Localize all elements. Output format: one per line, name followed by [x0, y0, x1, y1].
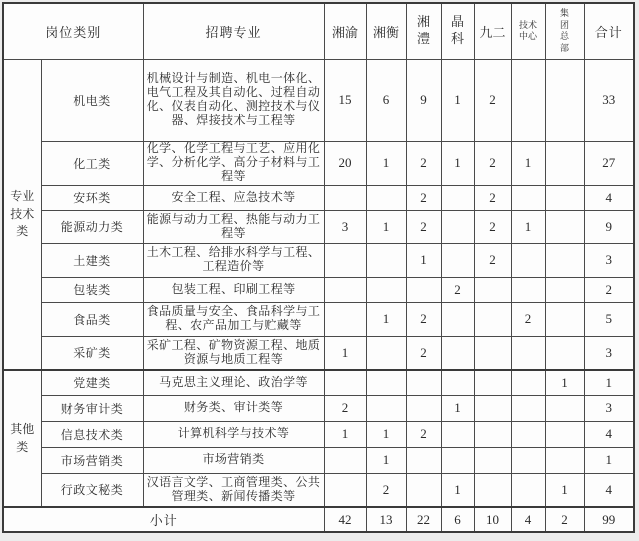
count-cell — [441, 243, 474, 277]
group-cell-professional-technical — [3, 59, 41, 370]
count-cell: 1 — [324, 421, 366, 447]
group-label: 其他类 — [10, 422, 35, 454]
count-cell: 1 — [441, 59, 474, 141]
count-cell — [441, 447, 474, 473]
majors-cell: 包装工程、印刷工程等 — [143, 277, 324, 302]
count-cell — [441, 421, 474, 447]
count-cell — [366, 243, 406, 277]
category-cell: 采矿类 — [41, 336, 143, 370]
header-group-hq-label: 集团总部 — [560, 7, 570, 53]
count-cell — [366, 185, 406, 210]
subtotal-count-cell: 10 — [474, 507, 511, 532]
majors-cell: 财务类、审计类等 — [143, 395, 324, 421]
subtotal-count-cell: 2 — [545, 507, 584, 532]
count-cell — [545, 59, 584, 141]
subtotal-count-cell: 42 — [324, 507, 366, 532]
table-row — [3, 370, 634, 395]
count-cell: 2 — [474, 59, 511, 141]
category-cell: 市场营销类 — [41, 447, 143, 473]
count-cell: 1 — [441, 395, 474, 421]
count-cell: 2 — [474, 210, 511, 243]
count-cell — [324, 370, 366, 395]
table-row — [3, 336, 634, 370]
count-cell: 2 — [406, 185, 441, 210]
count-cell — [474, 302, 511, 336]
count-cell — [545, 243, 584, 277]
count-cell — [441, 185, 474, 210]
total-cell: 4 — [584, 185, 634, 210]
count-cell — [511, 395, 545, 421]
total-cell: 2 — [584, 277, 634, 302]
count-cell — [545, 336, 584, 370]
count-cell — [406, 473, 441, 507]
count-cell: 2 — [441, 277, 474, 302]
category-cell: 食品类 — [41, 302, 143, 336]
group-cell-other — [3, 370, 41, 507]
majors-cell: 土木工程、给排水科学与工程、工程造价等 — [143, 243, 324, 277]
count-cell: 2 — [511, 302, 545, 336]
majors-cell: 化学、化学工程与工艺、应用化学、分析化学、高分子材料与工程等 — [143, 141, 324, 185]
subtotal-label-cell: 小计 — [3, 507, 324, 532]
majors-cell: 能源与动力工程、热能与动力工程等 — [143, 210, 324, 243]
category-cell: 包装类 — [41, 277, 143, 302]
count-cell — [511, 473, 545, 507]
count-cell: 1 — [366, 447, 406, 473]
subtotal-row — [3, 507, 634, 532]
table-row — [3, 473, 634, 507]
count-cell: 6 — [366, 59, 406, 141]
table-row — [3, 421, 634, 447]
total-cell: 33 — [584, 59, 634, 141]
total-cell: 3 — [584, 243, 634, 277]
count-cell — [511, 185, 545, 210]
subtotal-count-cell: 4 — [511, 507, 545, 532]
majors-cell: 计算机科学与技术等 — [143, 421, 324, 447]
count-cell — [324, 302, 366, 336]
header-plant-xiangyu: 湘渝 — [324, 3, 366, 59]
category-cell: 党建类 — [41, 370, 143, 395]
count-cell — [324, 473, 366, 507]
count-cell — [474, 395, 511, 421]
count-cell — [511, 336, 545, 370]
header-position-category: 岗位类别 — [3, 3, 143, 59]
header-plant-jiuer: 九二 — [474, 3, 511, 59]
count-cell: 1 — [545, 473, 584, 507]
table-row — [3, 185, 634, 210]
majors-cell: 市场营销类 — [143, 447, 324, 473]
header-plant-jingke-label: 晶科 — [451, 14, 465, 47]
total-cell: 3 — [584, 336, 634, 370]
subtotal-count-cell: 6 — [441, 507, 474, 532]
count-cell — [511, 59, 545, 141]
total-cell: 1 — [584, 370, 634, 395]
count-cell: 1 — [511, 210, 545, 243]
count-cell: 2 — [406, 421, 441, 447]
count-cell: 1 — [324, 336, 366, 370]
header-row — [3, 3, 634, 59]
category-cell: 土建类 — [41, 243, 143, 277]
majors-cell: 采矿工程、矿物资源工程、地质资源与地质工程等 — [143, 336, 324, 370]
count-cell — [545, 395, 584, 421]
category-cell: 行政文秘类 — [41, 473, 143, 507]
count-cell — [545, 421, 584, 447]
count-cell — [474, 473, 511, 507]
count-cell — [511, 421, 545, 447]
count-cell — [406, 395, 441, 421]
count-cell: 2 — [406, 141, 441, 185]
recruitment-positions-table — [2, 2, 635, 533]
count-cell — [324, 277, 366, 302]
table-row — [3, 141, 634, 185]
header-plant-xiangheng: 湘衡 — [366, 3, 406, 59]
count-cell — [406, 370, 441, 395]
count-cell — [511, 370, 545, 395]
count-cell — [474, 277, 511, 302]
total-cell: 4 — [584, 421, 634, 447]
count-cell — [406, 447, 441, 473]
count-cell — [324, 243, 366, 277]
majors-cell: 汉语言文学、工商管理类、公共管理类、新闻传播类等 — [143, 473, 324, 507]
majors-cell: 食品质量与安全、食品科学与工程、农产品加工与贮藏等 — [143, 302, 324, 336]
category-cell: 安环类 — [41, 185, 143, 210]
table-row — [3, 243, 634, 277]
table-row — [3, 302, 634, 336]
header-plant-jingke — [441, 3, 474, 59]
count-cell — [511, 277, 545, 302]
header-recruit-majors: 招聘专业 — [143, 3, 324, 59]
header-plant-xiangli-label: 湘澧 — [417, 14, 431, 47]
count-cell: 1 — [441, 473, 474, 507]
count-cell — [366, 370, 406, 395]
total-cell: 3 — [584, 395, 634, 421]
count-cell: 1 — [545, 370, 584, 395]
count-cell — [366, 277, 406, 302]
count-cell: 1 — [366, 141, 406, 185]
count-cell — [441, 302, 474, 336]
count-cell — [366, 395, 406, 421]
majors-cell: 马克思主义理论、政治学等 — [143, 370, 324, 395]
majors-cell: 安全工程、应急技术等 — [143, 185, 324, 210]
group-label: 专业技术类 — [10, 189, 35, 238]
count-cell: 2 — [324, 395, 366, 421]
total-cell: 27 — [584, 141, 634, 185]
category-cell: 财务审计类 — [41, 395, 143, 421]
majors-cell: 机械设计与制造、机电一体化、电气工程及其自动化、过程自动化、仪表自动化、测控技术与仪器、焊接技术与工程等 — [143, 59, 324, 141]
header-plant-xiangli — [406, 3, 441, 59]
count-cell: 1 — [406, 243, 441, 277]
count-cell — [474, 447, 511, 473]
count-cell: 15 — [324, 59, 366, 141]
count-cell — [474, 370, 511, 395]
count-cell — [324, 185, 366, 210]
header-total: 合计 — [584, 3, 634, 59]
count-cell: 2 — [406, 210, 441, 243]
count-cell — [545, 210, 584, 243]
count-cell: 2 — [406, 336, 441, 370]
count-cell: 1 — [366, 302, 406, 336]
count-cell — [545, 447, 584, 473]
table-row — [3, 277, 634, 302]
count-cell — [545, 277, 584, 302]
count-cell — [474, 421, 511, 447]
count-cell: 1 — [511, 141, 545, 185]
total-cell: 5 — [584, 302, 634, 336]
count-cell — [406, 277, 441, 302]
count-cell — [545, 185, 584, 210]
count-cell: 1 — [366, 421, 406, 447]
table-row — [3, 447, 634, 473]
count-cell — [441, 210, 474, 243]
category-cell: 机电类 — [41, 59, 143, 141]
count-cell — [511, 243, 545, 277]
count-cell — [441, 336, 474, 370]
count-cell: 2 — [474, 141, 511, 185]
count-cell — [511, 447, 545, 473]
count-cell — [324, 447, 366, 473]
count-cell — [474, 336, 511, 370]
category-cell: 化工类 — [41, 141, 143, 185]
header-tech-center — [511, 3, 545, 59]
subtotal-count-cell: 13 — [366, 507, 406, 532]
subtotal-total-cell: 99 — [584, 507, 634, 532]
count-cell — [545, 141, 584, 185]
table-row — [3, 210, 634, 243]
count-cell: 2 — [474, 185, 511, 210]
category-cell: 能源动力类 — [41, 210, 143, 243]
table-row — [3, 395, 634, 421]
count-cell — [366, 336, 406, 370]
count-cell: 1 — [366, 210, 406, 243]
total-cell: 4 — [584, 473, 634, 507]
category-cell: 信息技术类 — [41, 421, 143, 447]
count-cell: 1 — [441, 141, 474, 185]
count-cell: 2 — [474, 243, 511, 277]
subtotal-count-cell: 22 — [406, 507, 441, 532]
table-row — [3, 59, 634, 141]
header-tech-center-label: 技术中心 — [519, 19, 538, 42]
total-cell: 1 — [584, 447, 634, 473]
count-cell — [441, 370, 474, 395]
count-cell — [545, 302, 584, 336]
count-cell: 2 — [406, 302, 441, 336]
header-group-hq — [545, 3, 584, 59]
total-cell: 9 — [584, 210, 634, 243]
count-cell: 9 — [406, 59, 441, 141]
count-cell: 3 — [324, 210, 366, 243]
count-cell: 2 — [366, 473, 406, 507]
count-cell: 20 — [324, 141, 366, 185]
